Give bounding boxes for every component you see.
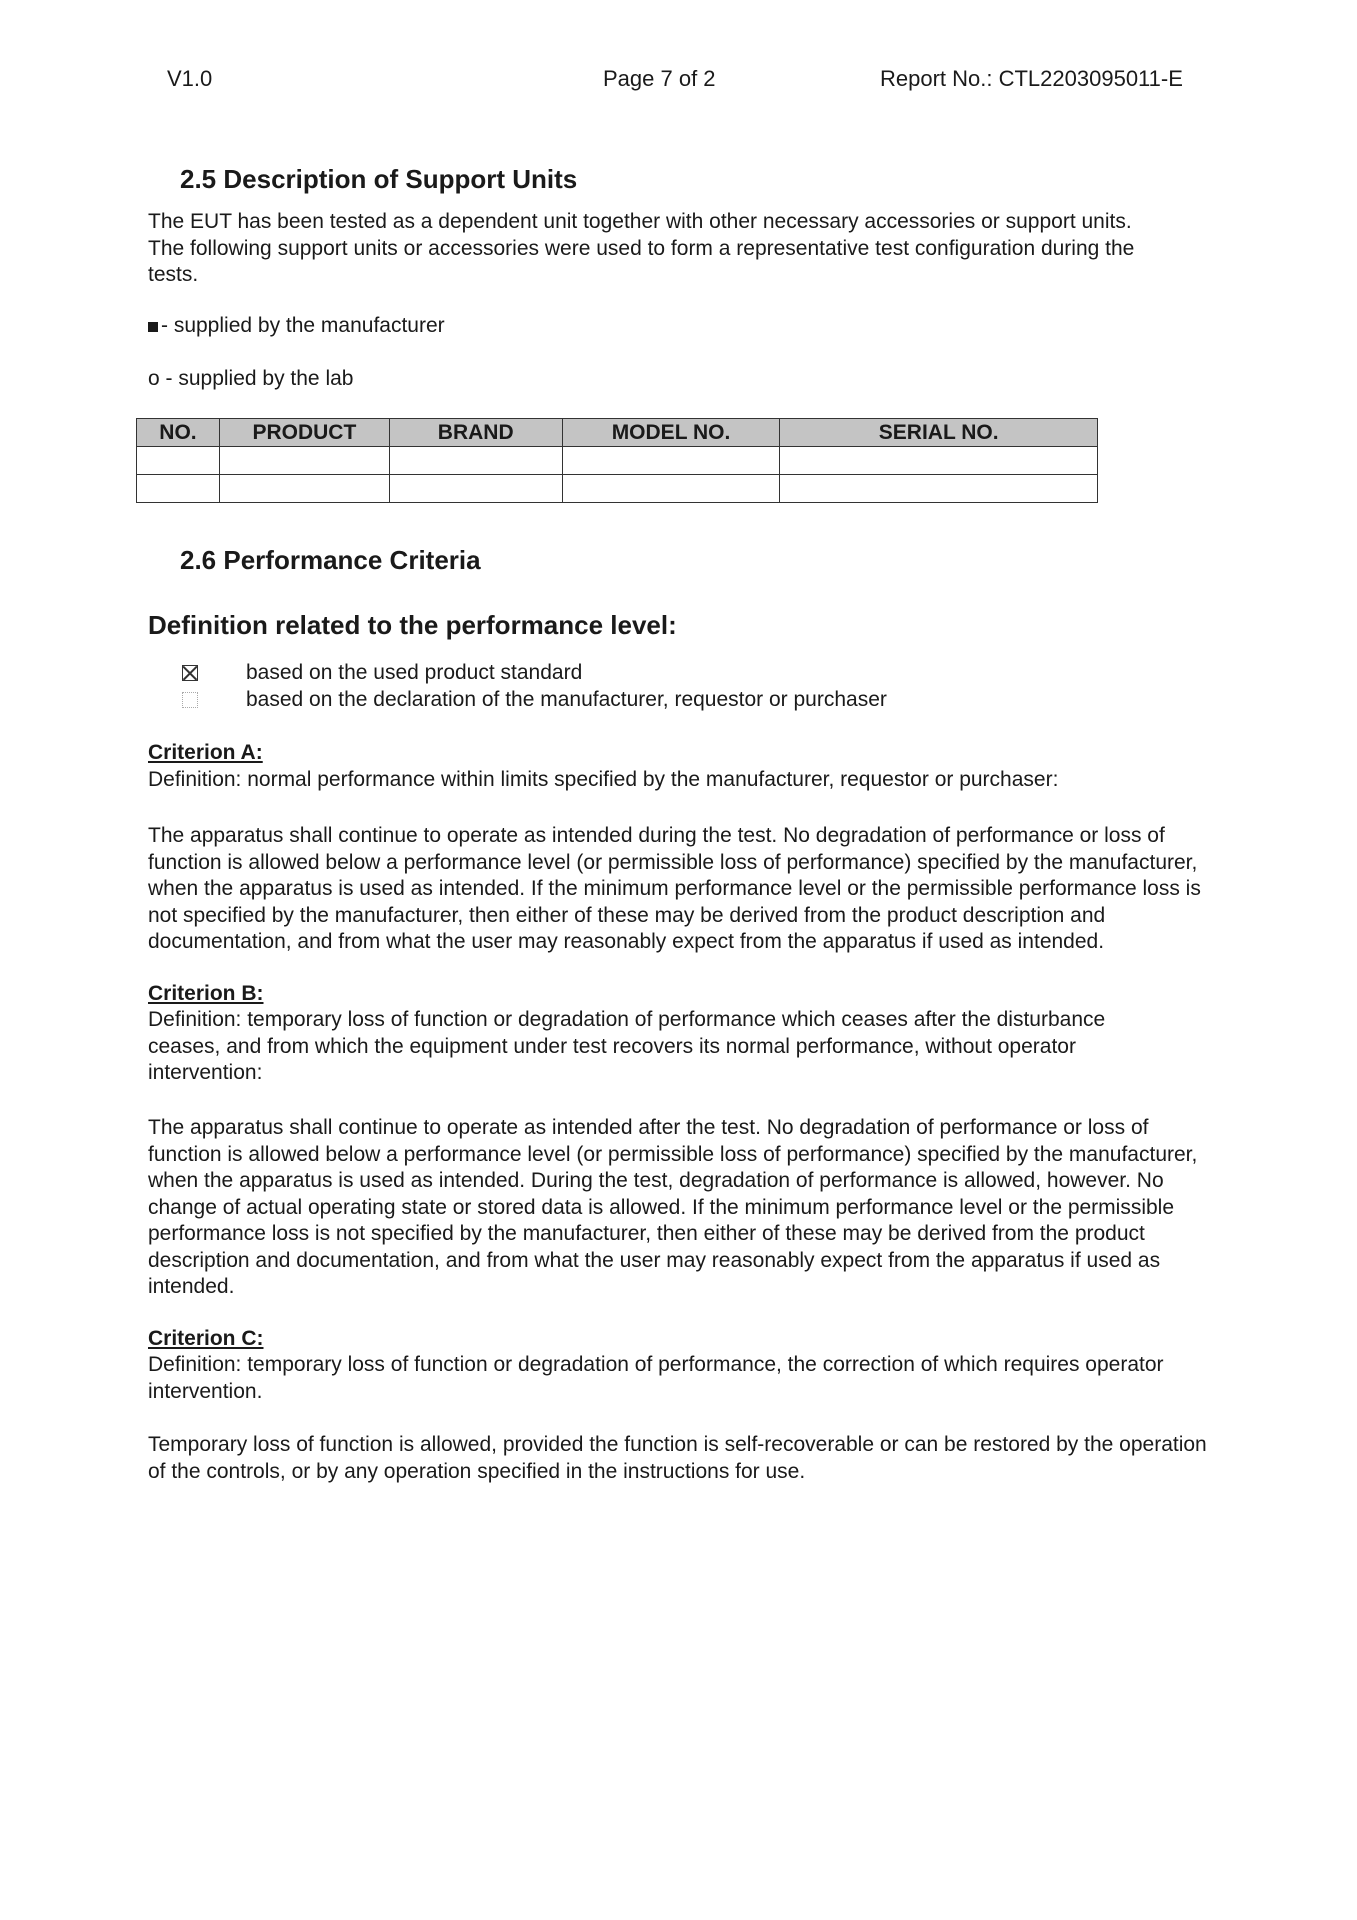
legend-manufacturer-label: - supplied by the manufacturer — [161, 314, 445, 337]
criterion-c-title: Criterion C: — [148, 1327, 264, 1350]
definition-line: Definition: temporary loss of function or degradation of performance, the correction of which requires operator — [148, 1353, 1164, 1376]
criterion-c-body — [148, 1432, 1338, 1485]
legend-lab: o - supplied by the lab — [148, 367, 354, 390]
body-line: documentation, and from what the user may reasonably expect from the apparatus if used as intended. — [148, 930, 1105, 953]
table-cell — [562, 475, 780, 503]
column-header-serial-no: SERIAL NO. — [780, 419, 1098, 447]
intro-line: The EUT has been tested as a dependent unit together with other necessary accessories or support units. — [148, 210, 1132, 233]
table-row — [137, 475, 1098, 503]
criterion-b-body — [148, 1115, 1328, 1301]
criterion-b-title: Criterion B: — [148, 982, 264, 1005]
body-line: Temporary loss of function is allowed, provided the function is self-recoverable or can be restored by the operation — [148, 1433, 1207, 1456]
definition-line: intervention. — [148, 1379, 263, 1403]
body-line: description and documentation, and from what the user may reasonably expect from the apparatus if used as — [148, 1248, 1161, 1272]
definition-line: intervention: — [148, 1061, 263, 1084]
section-heading-2-5: 2.5 Description of Support Units — [180, 164, 578, 194]
table-cell — [780, 475, 1098, 503]
table-cell — [562, 447, 780, 475]
option-row — [182, 661, 198, 685]
column-header-model-no: MODEL NO. — [562, 419, 780, 447]
table-header-row — [137, 419, 1098, 447]
body-line: intended. — [148, 1275, 235, 1298]
legend-manufacturer — [148, 314, 445, 338]
body-line: not specified by the manufacturer, then either of these may be derived from the product description and — [148, 903, 1106, 927]
support-units-table — [136, 418, 1098, 503]
definition-subheading: Definition related to the performance level: — [148, 610, 677, 640]
filled-square-icon — [148, 322, 158, 332]
table-row — [137, 447, 1098, 475]
body-line: of the controls, or by any operation specified in the instructions for use. — [148, 1459, 806, 1483]
criterion-b-definition — [148, 1007, 1328, 1087]
option-label: based on the declaration of the manufacturer, requestor or purchaser — [246, 688, 887, 711]
intro-paragraph — [148, 209, 1318, 289]
unchecked-box-icon — [182, 692, 198, 708]
intro-line: tests. — [148, 263, 199, 286]
intro-line: The following support units or accessories were used to form a representative test configuration during the — [148, 236, 1135, 260]
criterion-a-title: Criterion A: — [148, 741, 263, 764]
header-version: V1.0 — [167, 66, 213, 91]
checked-box-icon — [182, 665, 198, 681]
body-line: when the apparatus is used as intended. If the minimum performance level or the permissible performance loss is — [148, 877, 1201, 900]
table-cell — [219, 447, 389, 475]
option-label: based on the used product standard — [246, 661, 583, 684]
definition-line: ceases, and from which the equipment under test recovers its normal performance, without operator — [148, 1034, 1076, 1058]
option-row — [182, 688, 198, 712]
body-line: The apparatus shall continue to operate as intended after the test. No degradation of performance or loss of — [148, 1116, 1149, 1139]
body-line: change of actual operating state or stored data is allowed. If the minimum performance level or the permissible — [148, 1195, 1175, 1219]
criterion-a-definition — [148, 767, 1328, 794]
criterion-c-definition — [148, 1352, 1328, 1405]
table-cell — [137, 447, 220, 475]
table-cell — [389, 447, 562, 475]
definition-line: Definition: normal performance within limits specified by the manufacturer, requestor or purchaser: — [148, 768, 1059, 791]
body-line: The apparatus shall continue to operate as intended during the test. No degradation of performance or loss of — [148, 824, 1165, 847]
definition-line: Definition: temporary loss of function or degradation of performance which ceases after the disturbance — [148, 1008, 1106, 1031]
section-heading-2-6: 2.6 Performance Criteria — [180, 545, 481, 575]
column-header-product: PRODUCT — [219, 419, 389, 447]
header-page-number: Page 7 of 2 — [603, 66, 716, 91]
body-line: function is allowed below a performance level (or permissible loss of performance) specified by the manufacturer, — [148, 1142, 1198, 1166]
body-line: function is allowed below a performance level (or permissible loss of performance) specified by the manufacturer, — [148, 850, 1198, 874]
table-cell — [780, 447, 1098, 475]
body-line: when the apparatus is used as intended. During the test, degradation of performance is allowed, however. No — [148, 1169, 1164, 1192]
body-line: performance loss is not specified by the manufacturer, then either of these may be derived from the product — [148, 1222, 1145, 1245]
column-header-no: NO. — [137, 419, 220, 447]
header-report-number: Report No.: CTL2203095011-E — [880, 66, 1183, 91]
criterion-a-body — [148, 823, 1328, 956]
table-cell — [389, 475, 562, 503]
column-header-brand: BRAND — [389, 419, 562, 447]
table-cell — [137, 475, 220, 503]
table-cell — [219, 475, 389, 503]
